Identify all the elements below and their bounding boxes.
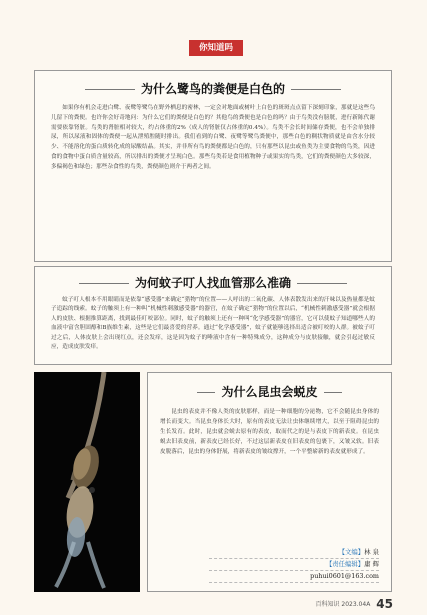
section-tag: 你知道吗 bbox=[189, 40, 243, 56]
editor-name: 庸 辉 bbox=[364, 560, 379, 568]
editor-email: puhui0601@163.com bbox=[310, 572, 379, 580]
email-row bbox=[209, 571, 379, 583]
article-box-egret bbox=[34, 70, 392, 262]
article-title: 为什么鹭鸟的粪便是白色的 bbox=[35, 82, 391, 96]
article-body: 如果你有机会走进白鹭、夜鹭等鹭鸟在野外栖息的密林，一定会对地面或树叶上白色的斑斑点点留下深刻印象，那就是这些鸟儿留下的粪便。也许你会好奇地问：为什么它们的粪便是白色的？其他鸟的粪便也是白色的吗？由于鸟类没有膀胱，进行新陈代谢需要依靠肾脏。鸟类的肾脏相对较大，约占体重的2%（成人的肾脏仅占体重的0.4%）。鸟类不会长时间储存粪便，也不会单独排尿，所以尿液和固体的粪便一起从泄殖腔随时排出。我们看到的白鹭、夜鹭等鹭鸟粪便中，那些白色的稠状物质就是由含水分较少、不能溶化的蛋白质转化成的尿酸结晶。其实，并非所有鸟的粪便都是白色的，只有那些以昆虫或鱼类为主要食物的鸟类，因进食的食物中蛋白质含量较高，所以排出的粪便才呈现白色。那些鸟类若是食用植物种子或果实的鸟类，它们的粪便颜色大多较深，多偏褐色和绿色；那些杂食性的鸟类，粪便颜色则介于两者之间。 bbox=[51, 105, 375, 170]
page-footer bbox=[315, 597, 393, 611]
writer-credit bbox=[209, 547, 379, 559]
writer-label: 【文编】 bbox=[338, 548, 365, 556]
article-box-mosquito bbox=[34, 266, 392, 365]
page-number: 45 bbox=[376, 597, 393, 611]
editor-label: 【责任编辑】 bbox=[325, 560, 365, 568]
article-title: 为什么昆虫会蜕皮 bbox=[148, 385, 391, 399]
article-box-insect bbox=[147, 372, 392, 592]
article-body: 蚊子叮人根本不用眼睛而是依靠“感受器”来确定“猎物”的位置——人呼出的二氧化碳、人体表散发出来的汗味以及热量都是蚊子追踪的线索。蚊子的触须上有一种叫“机械性刺激感受器”的器官，在蚊子确定“猎物”的位置以后，“机械性刺激感受器”就会根据人的皮肤、根据推算距离，找到最佳叮咬部位。同时，蚊子的触须上还有一种叫“化学感受器”的器官，它可以使蚊子知道哪些人的血液中富含胆固醇和B族维生素，这些是它们最喜爱的营养。通过“化学感受器”，蚊子就能够选择出适合被叮咬的人群。被蚊子叮过之后，人体皮肤上会出现红点，还会发痒，这是因为蚊子的唾液中含有一种特殊成分，这种成分与皮肤接触，就会引起过敏反应，造成皮肤发痒。 bbox=[51, 297, 375, 351]
cicada-molting-photo bbox=[34, 372, 140, 592]
editor-credit bbox=[209, 559, 379, 571]
cicada-illustration bbox=[34, 372, 140, 592]
article-body: 昆虫的表皮并不像人类的皮肤那样，而是一种细胞的分泌物，它不会随昆虫身体的增长而变大。当昆虫身体长大时，原有的表皮无法让虫体继续增大，以至于阻碍昆虫的生长发育。此时，昆虫就会蜕去原有的表皮，取而代之的是与表皮下的新表皮。在昆虫蜕去旧表皮前，新表皮已经长好，不过这层新表皮在旧表皮的包裹下，又皱又软。旧表皮脱落后，昆虫的身体舒展，将新表皮的皱纹撑开，一个平整崭新的表皮就形成了。 bbox=[160, 409, 379, 456]
writer-name: 林 泉 bbox=[364, 548, 379, 556]
journal-issue: 百科知识 2023.04A bbox=[315, 601, 371, 608]
credits bbox=[209, 547, 379, 583]
article-title: 为何蚊子叮人找血管那么准确 bbox=[35, 276, 391, 290]
